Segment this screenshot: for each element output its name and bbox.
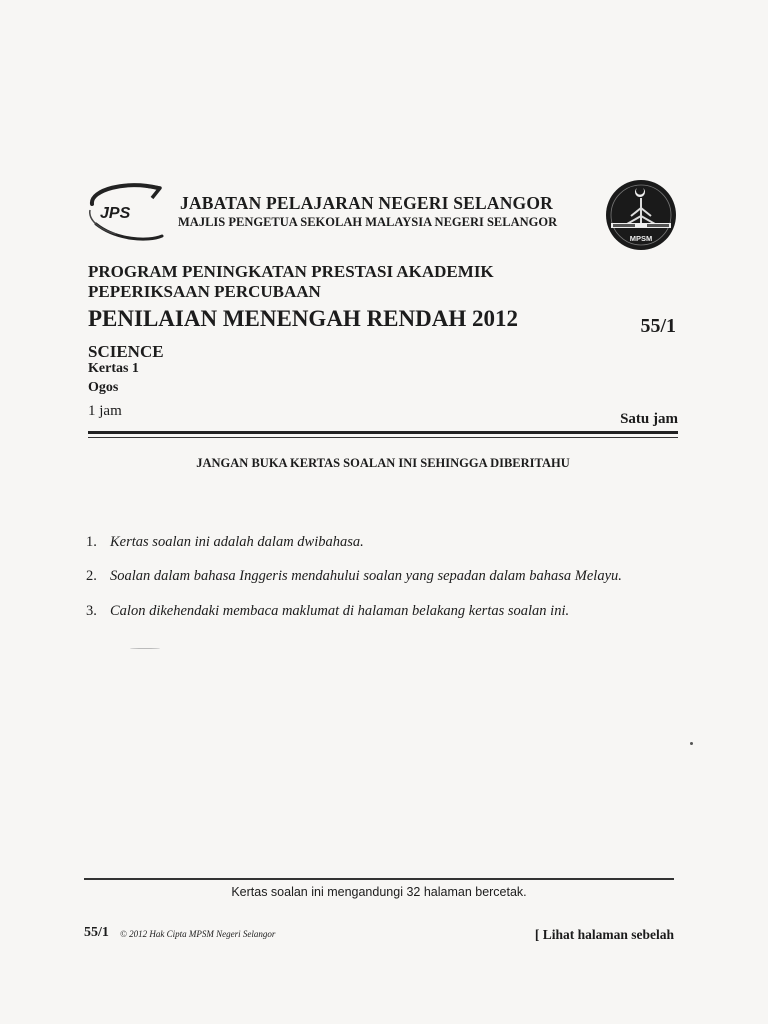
instruction-text: Kertas soalan ini adalah dalam dwibahasa. (110, 534, 364, 550)
warning-notice: JANGAN BUKA KERTAS SOALAN INI SEHINGGA DIBERITAHU (196, 456, 570, 470)
instruction-item (86, 603, 569, 620)
instruction-item (86, 568, 622, 585)
page-count: Kertas soalan ini mengandungi 32 halaman bercetak. (231, 885, 527, 899)
exam-type: PEPERIKSAAN PERCUBAAN (88, 282, 321, 301)
department-name: JABATAN PELAJARAN NEGERI SELANGOR (180, 193, 554, 213)
scan-speck (130, 648, 160, 649)
subject: SCIENCE (88, 342, 164, 361)
instruction-number: 1. (86, 534, 97, 550)
next-page-note: [ Lihat halaman sebelah (534, 927, 674, 942)
footer-code: 55/1 (84, 925, 109, 940)
instruction-number: 2. (86, 568, 97, 584)
duration-short: 1 jam (88, 403, 122, 419)
svg-text:MPSM: MPSM (629, 234, 653, 243)
exam-title: PENILAIAN MENENGAH RENDAH 2012 (88, 306, 518, 331)
mpsm-crest (603, 178, 679, 252)
jps-logo (86, 180, 168, 250)
exam-month: Ogos (88, 380, 119, 395)
copyright: © 2012 Hak Cipta MPSM Negeri Selangor (120, 929, 276, 939)
instruction-text: Soalan dalam bahasa Inggeris mendahului soalan yang sepadan dalam bahasa Melayu. (110, 568, 622, 584)
paper-number: Kertas 1 (88, 361, 139, 376)
duration-long: Satu jam (620, 411, 678, 427)
header-divider-thin (88, 437, 678, 438)
footer-divider (84, 878, 674, 880)
instruction-number: 3. (86, 603, 97, 619)
paper-code: 55/1 (640, 315, 676, 337)
program-title: PROGRAM PENINGKATAN PRESTASI AKADEMIK (88, 262, 494, 281)
instruction-item (86, 534, 364, 551)
instruction-text: Calon dikehendaki membaca maklumat di halaman belakang kertas soalan ini. (110, 603, 570, 619)
scan-speck (690, 742, 693, 745)
council-name: MAJLIS PENGETUA SEKOLAH MALAYSIA NEGERI SELANGOR (178, 215, 558, 229)
header-divider (88, 431, 678, 434)
svg-text:JPS: JPS (100, 205, 131, 222)
